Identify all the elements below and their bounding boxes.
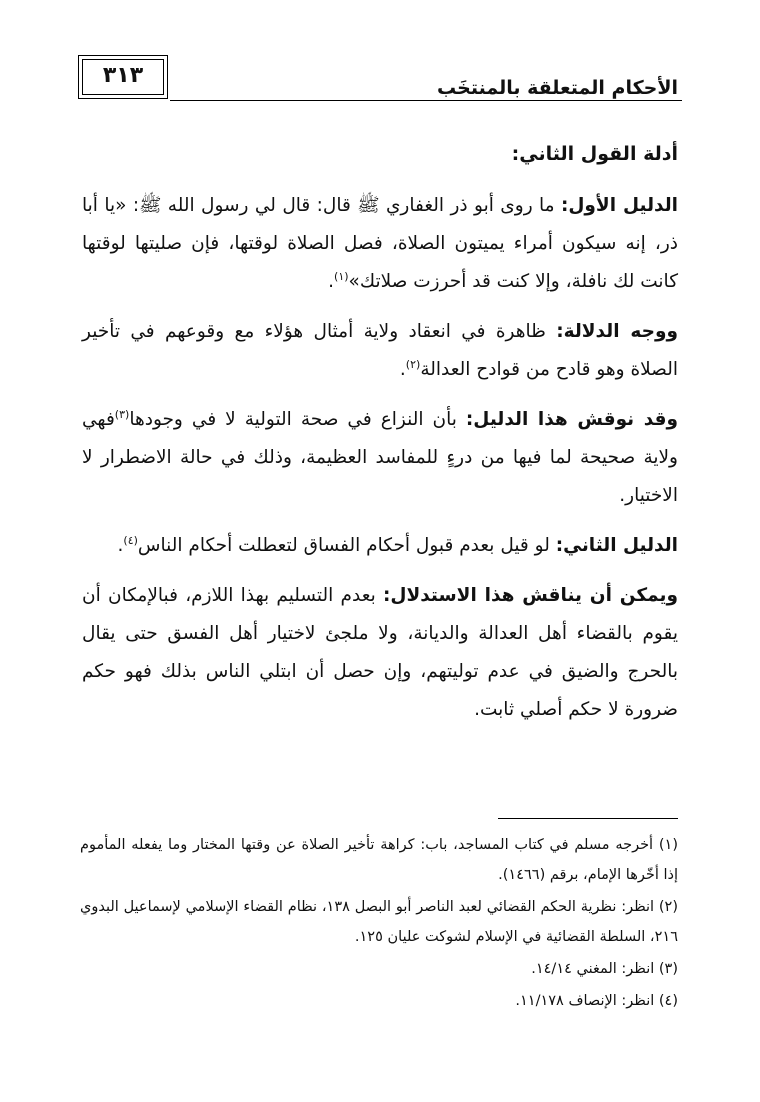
footnote-item: (٤) انظر: الإنصاف ١١/١٧٨.: [515, 993, 678, 1009]
section-heading: أدلة القول الثاني:: [511, 143, 678, 165]
header-rule: [170, 100, 682, 101]
paragraph-text-after: .: [117, 535, 124, 556]
footnote-item: (٣) انظر: المغني ١٤/١٤.: [531, 961, 678, 977]
paragraph-second-evidence: [82, 527, 678, 565]
paragraph-term: ووجه الدلالة:: [556, 321, 678, 342]
running-header: [78, 55, 682, 101]
paragraph-text-after: فهي ولاية صحيحة لما فيها من درءٍ للمفاسد العظيمة، وذلك في حالة الاضطرار لا الاختيار.: [82, 409, 678, 506]
paragraph-term: الدليل الثاني:: [555, 535, 678, 556]
paragraph-text: بعدم التسليم بهذا اللازم، فبالإمكان أن يقوم بالقضاء أهل العدالة والديانة، ولا ملجئ لاختيار أهل الفسق حتى يقال بالحرج والضيق في عدم توليتهم، وإن حصل أن ابتلي الناس بذلك فهو حكم ضرورة لا حكم أصلي ثابت.: [82, 585, 678, 720]
paragraph-second-rebuttal: [82, 577, 678, 729]
paragraph-text-after: .: [399, 359, 406, 380]
paragraph-text-after: .: [328, 271, 335, 292]
footnote-item: (١) أخرجه مسلم في كتاب المساجد، باب: كراهة تأخير الصلاة عن وقتها المختار وما يفعله المأموم إذا أخّرها الإمام، برقم (١٤٦٦).: [80, 837, 678, 883]
paragraph-text: لو قيل بعدم قبول أحكام الفساق لتعطلت أحكام الناس: [137, 535, 556, 556]
page-number-box: [78, 55, 168, 99]
paragraph-evidence-aspect: [82, 313, 678, 389]
paragraph-first-evidence: [82, 187, 678, 301]
footnote-separator: [498, 818, 678, 819]
footnote-ref: (٢): [405, 357, 421, 371]
running-title: الأحكام المتعلقة بالمنتخَب: [437, 77, 678, 99]
main-text: [82, 135, 678, 741]
paragraph-text: ما روى أبو ذر الغفاري ﷺ قال: قال لي رسول الله ﷺ: «يا أبا ذر، إنه سيكون أمراء يميتون الصلاة، فصل الصلاة لوقتها، فإن صليتها لوقتها كانت لك نافلة، وإلا كنت قد أحرزت صلاتك»: [82, 195, 678, 292]
paragraph-text: بأن النزاع في صحة التولية لا في وجودها: [129, 409, 466, 430]
footnotes: [80, 830, 678, 1018]
paragraph-text: ظاهرة في انعقاد ولاية أمثال هؤلاء مع وقوعهم في تأخير الصلاة وهو قادح من قوادح العدالة: [82, 321, 678, 380]
footnote-ref: (٣): [114, 407, 130, 421]
footnote-ref: (٤): [123, 533, 138, 547]
footnote-ref: (١): [334, 269, 349, 283]
paragraph-term: الدليل الأول:: [560, 195, 678, 216]
page-number: ٣١٣: [102, 63, 144, 88]
paragraph-rebuttal: [82, 401, 678, 515]
footnote-item: (٢) انظر: نظرية الحكم القضائي لعبد الناصر أبو البصل ١٣٨، نظام القضاء الإسلامي لإسماعيل البدوي ٢١٦، السلطة القضائية في الإسلام لشوكت عليان ١٢٥.: [80, 899, 679, 945]
paragraph-term: وقد نوقش هذا الدليل:: [465, 409, 679, 430]
paragraph-term: ويمكن أن يناقش هذا الاستدلال:: [383, 585, 678, 606]
